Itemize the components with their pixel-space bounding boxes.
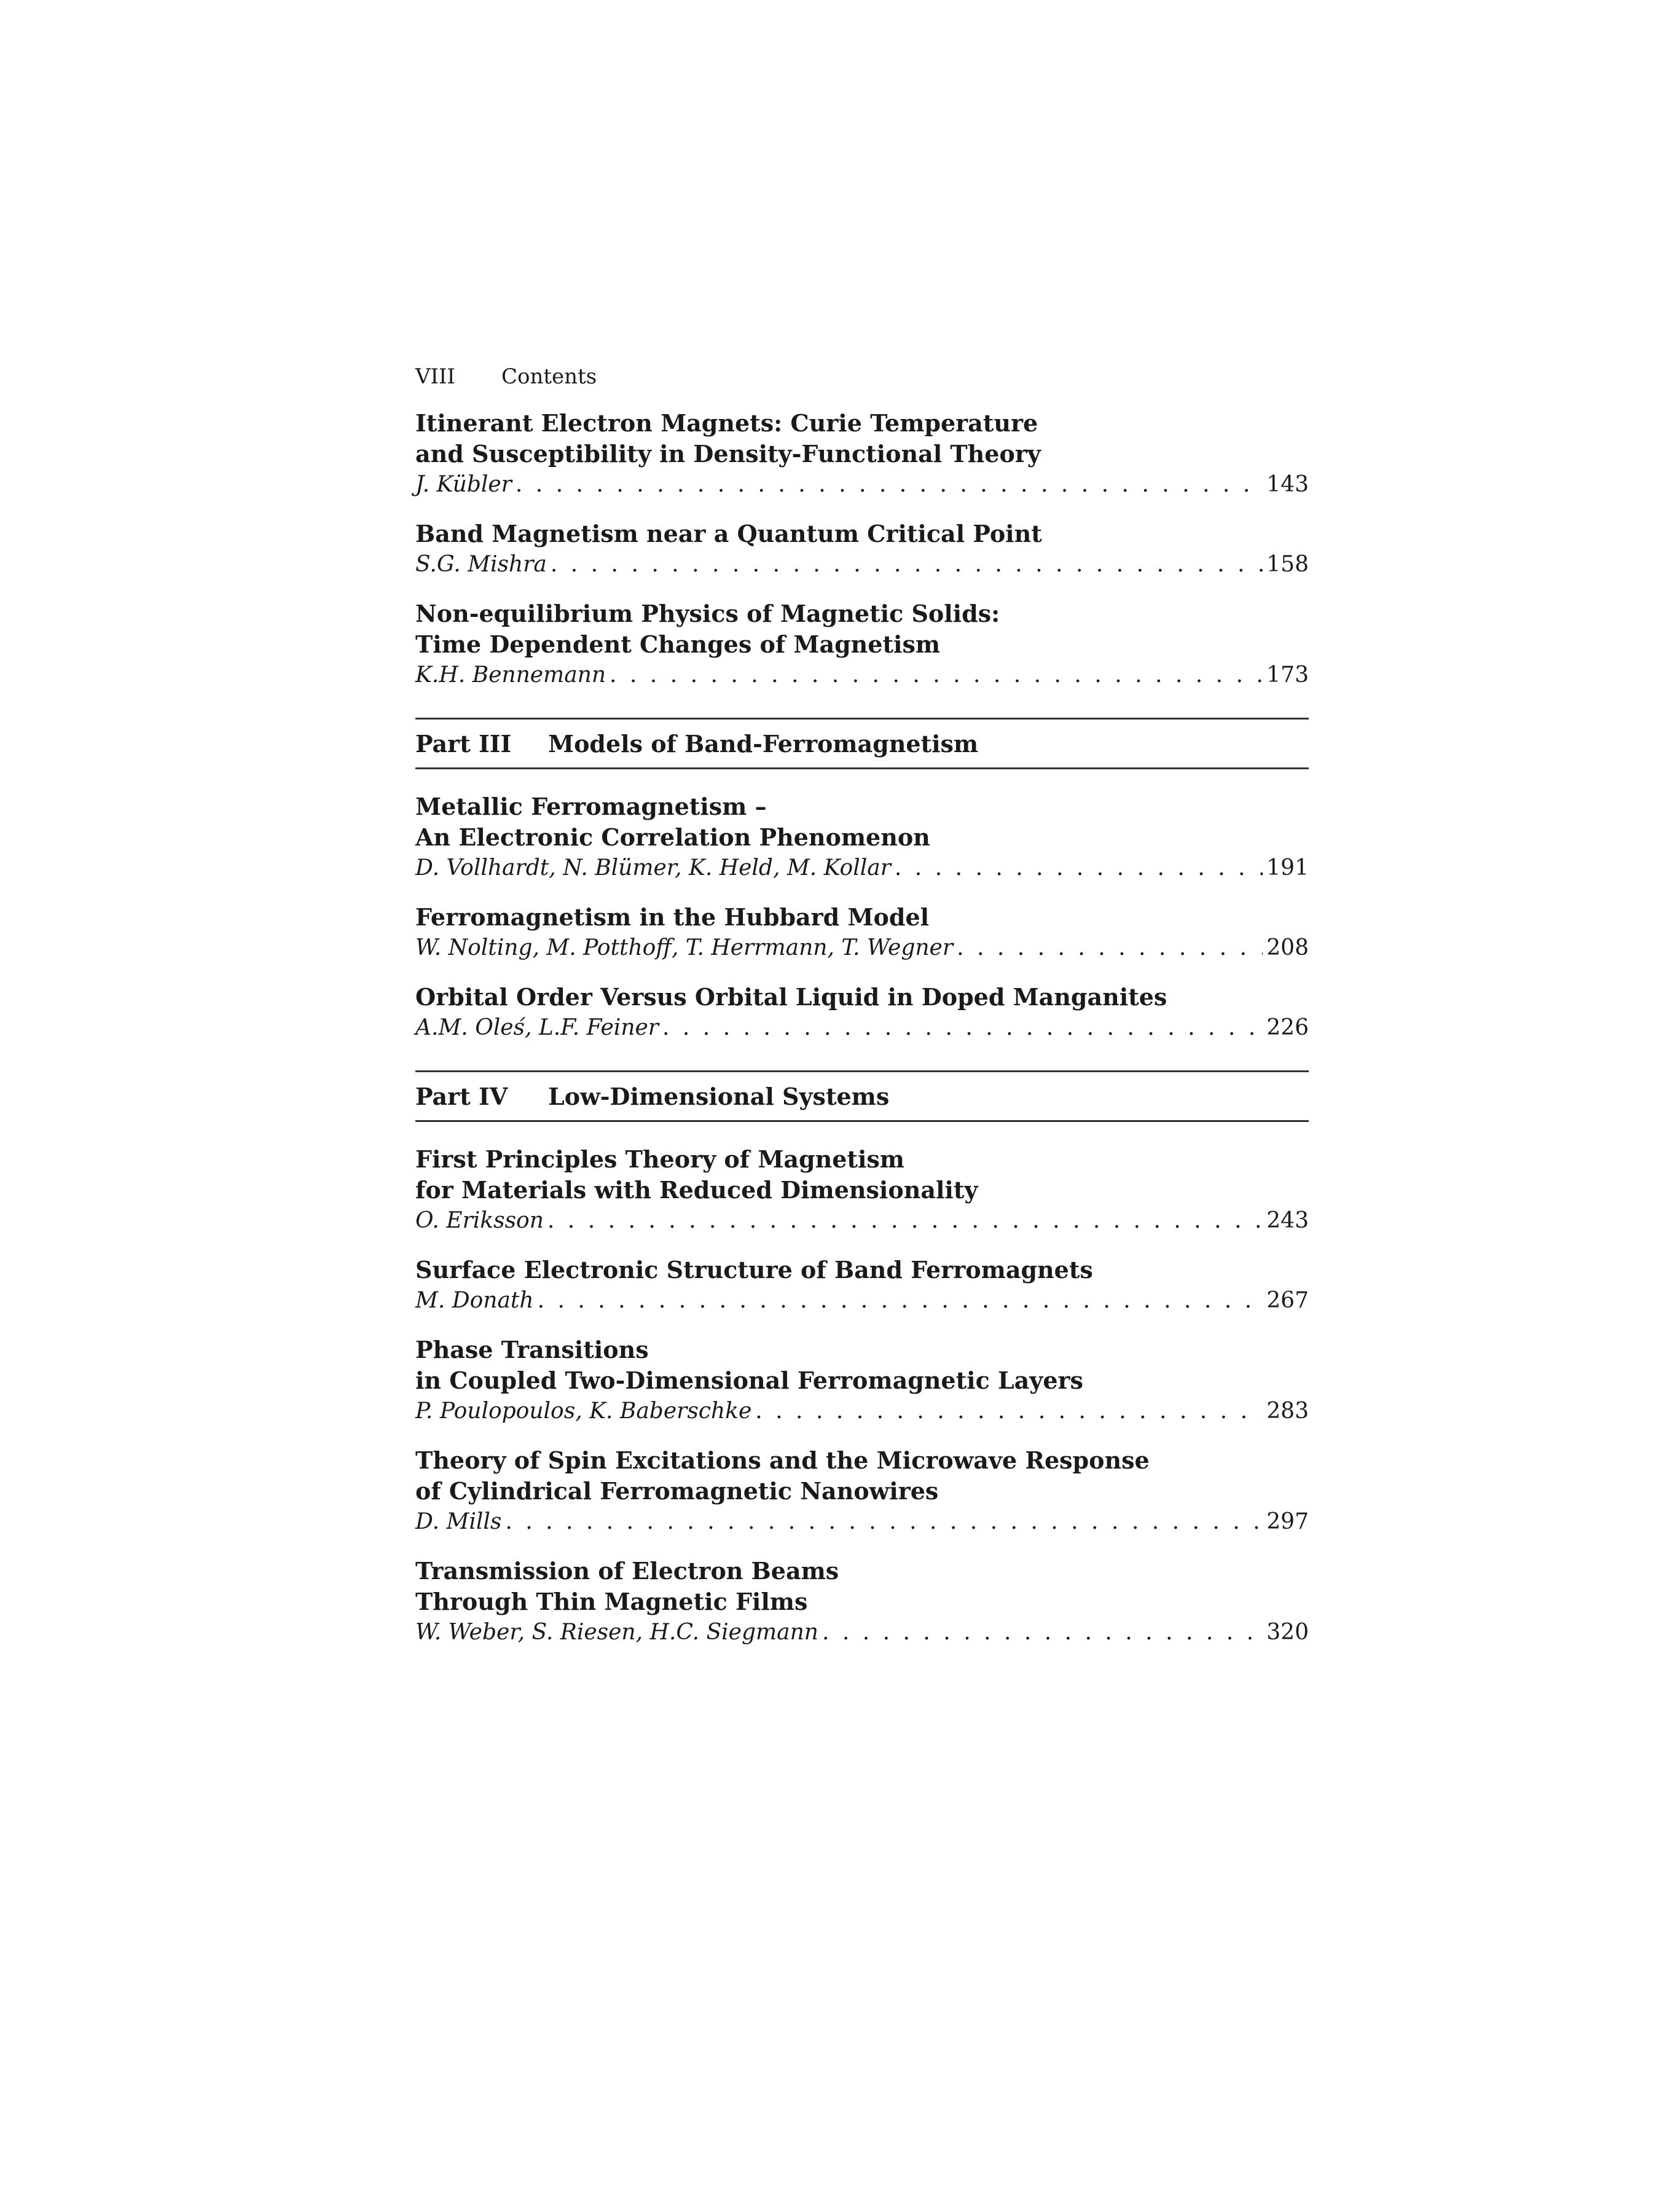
entry-title-line: for Materials with Reduced Dimensionality bbox=[415, 1176, 978, 1204]
entry-title-line: of Cylindrical Ferromagnetic Nanowires bbox=[415, 1477, 939, 1505]
page-number-header: VIII bbox=[415, 364, 455, 389]
entry-title-line: Through Thin Magnetic Films bbox=[415, 1588, 808, 1615]
entry-page-number: 143 bbox=[1266, 472, 1309, 497]
toc-entry[interactable] bbox=[415, 598, 1309, 691]
entry-author-row bbox=[415, 469, 1309, 500]
dot-leader bbox=[755, 1396, 1263, 1427]
toc-entry[interactable] bbox=[415, 1144, 1309, 1236]
entry-title-line: An Electronic Correlation Phenomenon bbox=[415, 823, 930, 851]
toc-entry[interactable] bbox=[415, 982, 1309, 1043]
entry-title-line: Metallic Ferromagnetism – bbox=[415, 793, 767, 820]
contents-page bbox=[415, 363, 1309, 1666]
toc-entry[interactable] bbox=[415, 1556, 1309, 1648]
entry-author-row bbox=[415, 933, 1309, 963]
toc-entry[interactable] bbox=[415, 408, 1309, 500]
entry-title-line: Transmission of Electron Beams bbox=[415, 1557, 839, 1585]
entry-title-line: Surface Electronic Structure of Band Ferromagnets bbox=[415, 1256, 1093, 1284]
entry-page-number: 243 bbox=[1266, 1208, 1309, 1233]
entry-authors: K.H. Bennemann bbox=[415, 662, 606, 688]
entry-page-number: 208 bbox=[1266, 935, 1309, 960]
entry-title-line: Non-equilibrium Physics of Magnetic Solids: bbox=[415, 600, 1000, 627]
entry-title-line: Orbital Order Versus Orbital Liquid in Doped Manganites bbox=[415, 983, 1167, 1011]
dot-leader bbox=[505, 1507, 1263, 1537]
entry-author-row bbox=[415, 1507, 1309, 1537]
entry-author-row bbox=[415, 1396, 1309, 1427]
entry-page-number: 226 bbox=[1266, 1015, 1309, 1040]
entry-title-line: Theory of Spin Excitations and the Microwave Response bbox=[415, 1446, 1150, 1474]
entry-author-row bbox=[415, 660, 1309, 691]
entry-title-line: in Coupled Two-Dimensional Ferromagnetic Layers bbox=[415, 1367, 1083, 1394]
dot-leader bbox=[895, 853, 1263, 884]
dot-leader bbox=[516, 469, 1263, 500]
part-label: Part IV bbox=[415, 1082, 508, 1110]
entry-authors: W. Weber, S. Riesen, H.C. Siegmann bbox=[415, 1620, 818, 1645]
entry-author-row bbox=[415, 1013, 1309, 1043]
entry-title-line: and Susceptibility in Density-Functional Theory bbox=[415, 440, 1041, 468]
dot-leader bbox=[547, 1206, 1263, 1236]
entry-author-row bbox=[415, 853, 1309, 884]
entry-title-line: First Principles Theory of Magnetism bbox=[415, 1145, 904, 1173]
running-head-title: Contents bbox=[501, 364, 597, 389]
toc-entry[interactable] bbox=[415, 1255, 1309, 1316]
entry-authors: D. Mills bbox=[415, 1509, 502, 1534]
entry-page-number: 297 bbox=[1266, 1509, 1309, 1534]
part-heading bbox=[415, 718, 1309, 769]
dot-leader bbox=[538, 1285, 1263, 1316]
entry-authors: M. Donath bbox=[415, 1288, 534, 1313]
entry-page-number: 267 bbox=[1266, 1288, 1309, 1313]
entry-authors: J. Kübler bbox=[415, 472, 512, 497]
part-heading bbox=[415, 1070, 1309, 1122]
entry-author-row bbox=[415, 1285, 1309, 1316]
entry-page-number: 191 bbox=[1266, 855, 1309, 880]
entry-title-line: Phase Transitions bbox=[415, 1336, 649, 1363]
entry-author-row bbox=[415, 1206, 1309, 1236]
part-title: Models of Band-Ferromagnetism bbox=[548, 729, 979, 758]
dot-leader bbox=[662, 1013, 1263, 1043]
entry-page-number: 320 bbox=[1266, 1620, 1309, 1645]
entry-authors: O. Eriksson bbox=[415, 1208, 544, 1233]
entry-authors: A.M. Oleś, L.F. Feiner bbox=[415, 1015, 659, 1040]
dot-leader bbox=[551, 549, 1263, 580]
entry-authors: P. Poulopoulos, K. Baberschke bbox=[415, 1398, 752, 1424]
entry-page-number: 173 bbox=[1266, 662, 1309, 688]
toc-entry[interactable] bbox=[415, 791, 1309, 884]
entry-page-number: 283 bbox=[1266, 1398, 1309, 1424]
entry-author-row bbox=[415, 549, 1309, 580]
entry-page-number: 158 bbox=[1266, 552, 1309, 577]
running-head bbox=[415, 363, 1309, 391]
dot-leader bbox=[957, 933, 1263, 963]
entry-authors: D. Vollhardt, N. Blümer, K. Held, M. Kollar bbox=[415, 855, 891, 880]
entry-title-line: Ferromagnetism in the Hubbard Model bbox=[415, 903, 930, 931]
toc-entry[interactable] bbox=[415, 1335, 1309, 1427]
entry-authors: S.G. Mishra bbox=[415, 552, 547, 577]
toc-entry[interactable] bbox=[415, 1445, 1309, 1537]
toc-entry[interactable] bbox=[415, 902, 1309, 963]
dot-leader bbox=[822, 1617, 1263, 1648]
entry-title-line: Time Dependent Changes of Magnetism bbox=[415, 630, 941, 658]
entry-title-line: Band Magnetism near a Quantum Critical Point bbox=[415, 520, 1042, 547]
entry-authors: W. Nolting, M. Potthoff, T. Herrmann, T. Wegner bbox=[415, 935, 954, 960]
entry-title-line: Itinerant Electron Magnets: Curie Temperature bbox=[415, 409, 1038, 437]
toc-entry[interactable] bbox=[415, 519, 1309, 580]
entry-author-row bbox=[415, 1617, 1309, 1648]
part-title: Low-Dimensional Systems bbox=[548, 1082, 890, 1110]
dot-leader bbox=[610, 660, 1263, 691]
part-label: Part III bbox=[415, 729, 512, 758]
